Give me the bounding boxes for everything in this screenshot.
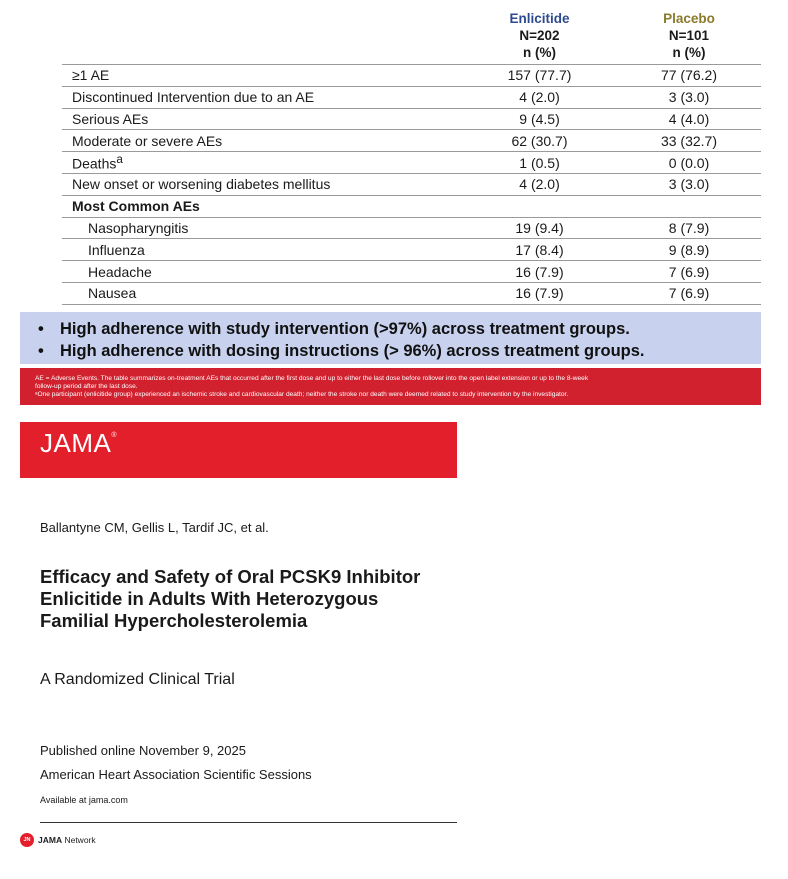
footnotes-band (20, 368, 761, 405)
jama-network-icon: JN (20, 833, 34, 847)
title-line: Efficacy and Safety of Oral PCSK9 Inhibitor (40, 566, 421, 587)
meeting-name: American Heart Association Scientific Sessions (40, 767, 312, 782)
title-line: Enlicitide in Adults With Heterozygous (40, 588, 379, 609)
row-label: Serious AEs (62, 108, 462, 130)
placebo-value: 77 (76.2) (617, 65, 761, 87)
table-row (62, 282, 761, 304)
footnote-line: follow-up period after the last dose. (35, 383, 138, 391)
enlicitide-value: 4 (2.0) (462, 173, 617, 195)
placebo-value: 33 (32.7) (617, 130, 761, 152)
publication-date: Published online November 9, 2025 (40, 743, 246, 758)
table-row (62, 152, 761, 174)
table-row (62, 239, 761, 261)
bullet-icon: • (38, 320, 44, 338)
row-label: Discontinued Intervention due to an AE (62, 86, 462, 108)
enlicitide-value: 16 (7.9) (462, 261, 617, 283)
section-label: Most Common AEs (62, 195, 462, 217)
network-bold: JAMA (38, 835, 63, 845)
placebo-value: 4 (4.0) (617, 108, 761, 130)
placebo-value: 0 (0.0) (617, 152, 761, 174)
arm-n: N=202 (519, 28, 560, 43)
enlicitide-value: 1 (0.5) (462, 152, 617, 174)
section-blank (617, 195, 761, 217)
jama-logo (40, 428, 117, 459)
divider (40, 822, 457, 823)
placebo-value: 3 (3.0) (617, 173, 761, 195)
arm-n: N=101 (668, 28, 710, 43)
arm-name: Enlicitide (509, 11, 570, 26)
table-row (62, 86, 761, 108)
placebo-value: 7 (6.9) (617, 261, 761, 283)
table-row (62, 130, 761, 152)
header-enlicitide (462, 8, 617, 65)
row-label: ≥1 AE (62, 65, 462, 87)
placebo-value: 7 (6.9) (617, 282, 761, 304)
table-row (62, 261, 761, 283)
footnote-marker: a (116, 153, 123, 167)
finding-text: High adherence with dosing instructions (> 96%) across treatment groups. (60, 342, 645, 360)
row-label-deaths (62, 152, 462, 174)
footnote-line: AE = Adverse Events. The table summarizes on-treatment AEs that occurred after the first dose and up to either the last dose before rollover into the open label extension or up to the 8-week (35, 375, 589, 382)
table-row (62, 65, 761, 87)
row-label: Influenza (62, 239, 462, 261)
jama-header-band (20, 422, 457, 478)
section-blank (462, 195, 617, 217)
bullet-icon: • (38, 342, 44, 360)
header-placebo (617, 8, 761, 65)
title-line: Familial Hypercholesterolemia (40, 610, 308, 631)
finding-item (38, 318, 761, 340)
row-label: Nausea (62, 282, 462, 304)
article-subtitle: A Randomized Clinical Trial (40, 671, 235, 688)
finding-text: High adherence with study intervention (>97%) across treatment groups. (60, 320, 630, 338)
table-row (62, 108, 761, 130)
enlicitide-value: 62 (30.7) (462, 130, 617, 152)
enlicitide-value: 157 (77.7) (462, 65, 617, 87)
placebo-value: 8 (7.9) (617, 217, 761, 239)
article-authors: Ballantyne CM, Gellis L, Tardif JC, et al. (40, 520, 269, 535)
jama-network-name (38, 835, 96, 845)
row-label: Moderate or severe AEs (62, 130, 462, 152)
enlicitide-value: 9 (4.5) (462, 108, 617, 130)
row-label: Headache (62, 261, 462, 283)
jama-network-logo (20, 832, 96, 848)
table-header-row (62, 8, 761, 65)
placebo-value: 3 (3.0) (617, 86, 761, 108)
enlicitide-value: 16 (7.9) (462, 282, 617, 304)
adverse-events-table (62, 8, 761, 305)
table-row (62, 173, 761, 195)
arm-name: Placebo (663, 11, 715, 26)
row-label: New onset or worsening diabetes mellitus (62, 173, 462, 195)
row-label: Nasopharyngitis (62, 217, 462, 239)
enlicitide-value: 19 (9.4) (462, 217, 617, 239)
article-title (40, 566, 457, 632)
jama-logo-text: JAMA (40, 428, 112, 458)
network-rest: Network (62, 835, 96, 845)
key-findings-box (20, 312, 761, 364)
availability-note: Available at jama.com (40, 795, 128, 805)
enlicitide-value: 4 (2.0) (462, 86, 617, 108)
deaths-label: Deaths (72, 155, 117, 172)
trademark-icon: ® (111, 432, 118, 439)
header-blank (62, 8, 462, 65)
arm-unit: n (%) (523, 45, 556, 60)
finding-item (38, 340, 761, 362)
placebo-value: 9 (8.9) (617, 239, 761, 261)
footnote-line: ᵃOne participant (enlicitide group) experienced an ischemic stroke and cardiovascular death; neither the stroke nor death were deemed related to study intervention by the investigator. (35, 391, 569, 399)
table-row (62, 217, 761, 239)
section-row (62, 195, 761, 217)
arm-unit: n (%) (672, 45, 706, 60)
enlicitide-value: 17 (8.4) (462, 239, 617, 261)
